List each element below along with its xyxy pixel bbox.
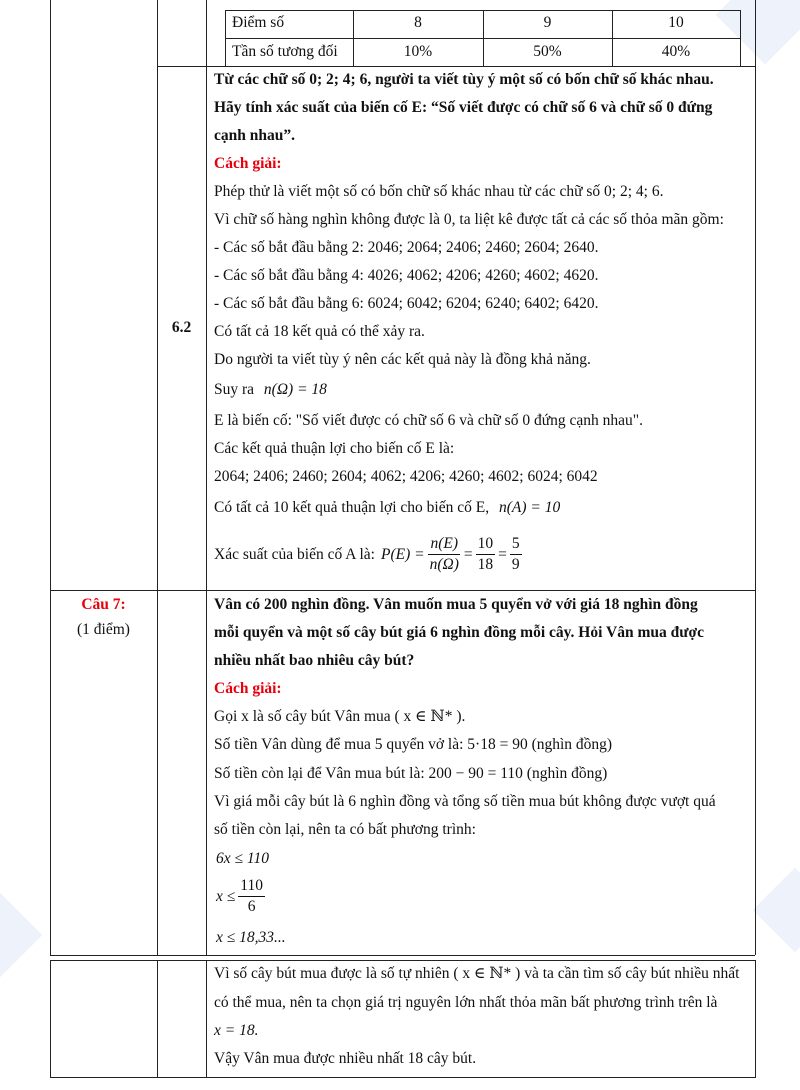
fraction: $\frac{5}{9}$ — [511, 535, 520, 573]
conclusion-line: có thể mua, nên ta chọn giá trị nguyên lớn nhất thỏa mãn bất phương trình trên là — [214, 994, 718, 1011]
math-expression: P(E) = — [380, 545, 425, 563]
table-cell: 8 — [414, 14, 422, 31]
probability-formula: Xác suất của biến cố A là: P(E) = $\frac{n(E)}{n(\Omega)}$ = $\frac{10}{18}$ = $\frac{5}{9}$ — [214, 535, 520, 573]
table-cell: 10 — [668, 14, 684, 31]
question-label: Câu 7: — [81, 596, 126, 613]
solution-text: Có tất cả 10 kết quả thuận lợi cho biến cố E, — [214, 499, 490, 516]
table-cell-header: Tần số tương đối — [232, 43, 338, 60]
conclusion-line: Vậy Vân mua được nhiều nhất 18 cây bút. — [214, 1050, 477, 1067]
problem-text: nhiều nhất bao nhiêu cây bút? — [214, 652, 415, 669]
solution-text: Suy ra — [214, 381, 255, 398]
conclusion-line: Vì số cây bút mua được là số tự nhiên ( x ∈ ℕ* ) và ta cần tìm số cây bút nhiều nhất — [214, 965, 740, 982]
table-cell: 40% — [661, 43, 691, 60]
fraction: $\frac{110}{6}$ — [240, 877, 263, 915]
inequality: x ≤ 18,33... — [216, 929, 286, 946]
table-cell-header: Điểm số — [232, 14, 285, 31]
problem-text: mỗi quyển và một số cây bút giá 6 nghìn đồng mỗi cây. Hỏi Vân mua được — [214, 624, 704, 641]
solution-line: Vì chữ số hàng nghìn không được là 0, ta liệt kê được tất cả các số thỏa mãn gồm: — [214, 211, 724, 228]
problem-text: Vân có 200 nghìn đồng. Vân muốn mua 5 quyển vở với giá 18 nghìn đồng — [214, 596, 698, 613]
math-expression: n(Ω) = 18 — [263, 381, 327, 398]
problem-text: cạnh nhau”. — [214, 127, 295, 144]
conclusion-line: x = 18. — [214, 1022, 259, 1039]
solution-line: Số tiền còn lại để Vân mua bút là: 200 − 90 = 110 (nghìn đồng) — [214, 765, 608, 782]
problem-text: Từ các chữ số 0; 2; 4; 6, người ta viết tùy ý một số có bốn chữ số khác nhau. — [214, 71, 714, 88]
fraction: $\frac{n(E)}{n(\Omega)}$ — [429, 535, 459, 573]
solution-line — [214, 380, 327, 400]
solution-text: Xác suất của biến cố A là: — [214, 545, 375, 563]
table-cell: 50% — [533, 43, 562, 60]
solution-line: số tiền còn lại, nên ta có bất phương trình: — [214, 821, 476, 838]
solution-line: Số tiền Vân dùng để mua 5 quyển vở là: 5·18 = 90 (nghìn đồng) — [214, 736, 613, 753]
solution-line: Vì giá mỗi cây bút là 6 nghìn đồng và tổng số tiền mua bút không được vượt quá — [214, 793, 716, 810]
watermark-shape — [753, 868, 800, 953]
question-points: (1 điểm) — [77, 621, 130, 638]
problem-text: Hãy tính xác suất của biến cố E: “Số viết được có chữ số 6 và chữ số 0 đứng — [214, 99, 713, 116]
inequality — [216, 876, 268, 917]
solution-line: Do người ta viết tùy ý nên các kết quả này là đồng khả năng. — [214, 351, 591, 368]
question-number: 6.2 — [171, 319, 192, 336]
fraction: $\frac{10}{18}$ — [477, 535, 494, 573]
math-expression: x ≤ — [216, 887, 236, 905]
watermark-shape — [0, 893, 42, 978]
solution-line: 2064; 2406; 2460; 2604; 4062; 4206; 4260; 4602; 6024; 6042 — [214, 468, 598, 485]
solution-line: Các kết quả thuận lợi cho biến cố E là: — [214, 440, 455, 457]
inequality: 6x ≤ 110 — [216, 850, 269, 867]
solution-line: - Các số bắt đầu bằng 2: 2046; 2064; 2406; 2460; 2604; 2640. — [214, 239, 599, 256]
solution-line: Gọi x là số cây bút Vân mua ( x ∈ ℕ* ). — [214, 708, 466, 725]
math-expression: n(A) = 10 — [498, 499, 561, 516]
table-cell: 9 — [543, 14, 552, 31]
solution-line: - Các số bắt đầu bằng 6: 6024; 6042; 6204; 6240; 6402; 6420. — [214, 295, 599, 312]
solution-line: Phép thử là viết một số có bốn chữ số khác nhau từ các chữ số 0; 2; 4; 6. — [214, 183, 664, 200]
method-label: Cách giải: — [214, 680, 282, 697]
solution-line: - Các số bắt đầu bằng 4: 4026; 4062; 4206; 4260; 4602; 4620. — [214, 267, 599, 284]
method-label: Cách giải: — [214, 155, 282, 172]
solution-line — [214, 498, 560, 518]
solution-line: Có tất cả 18 kết quả có thể xảy ra. — [214, 323, 425, 340]
table-cell: 10% — [403, 43, 433, 60]
solution-line: E là biến cố: "Số viết được có chữ số 6 và chữ số 0 đứng cạnh nhau". — [214, 412, 643, 429]
